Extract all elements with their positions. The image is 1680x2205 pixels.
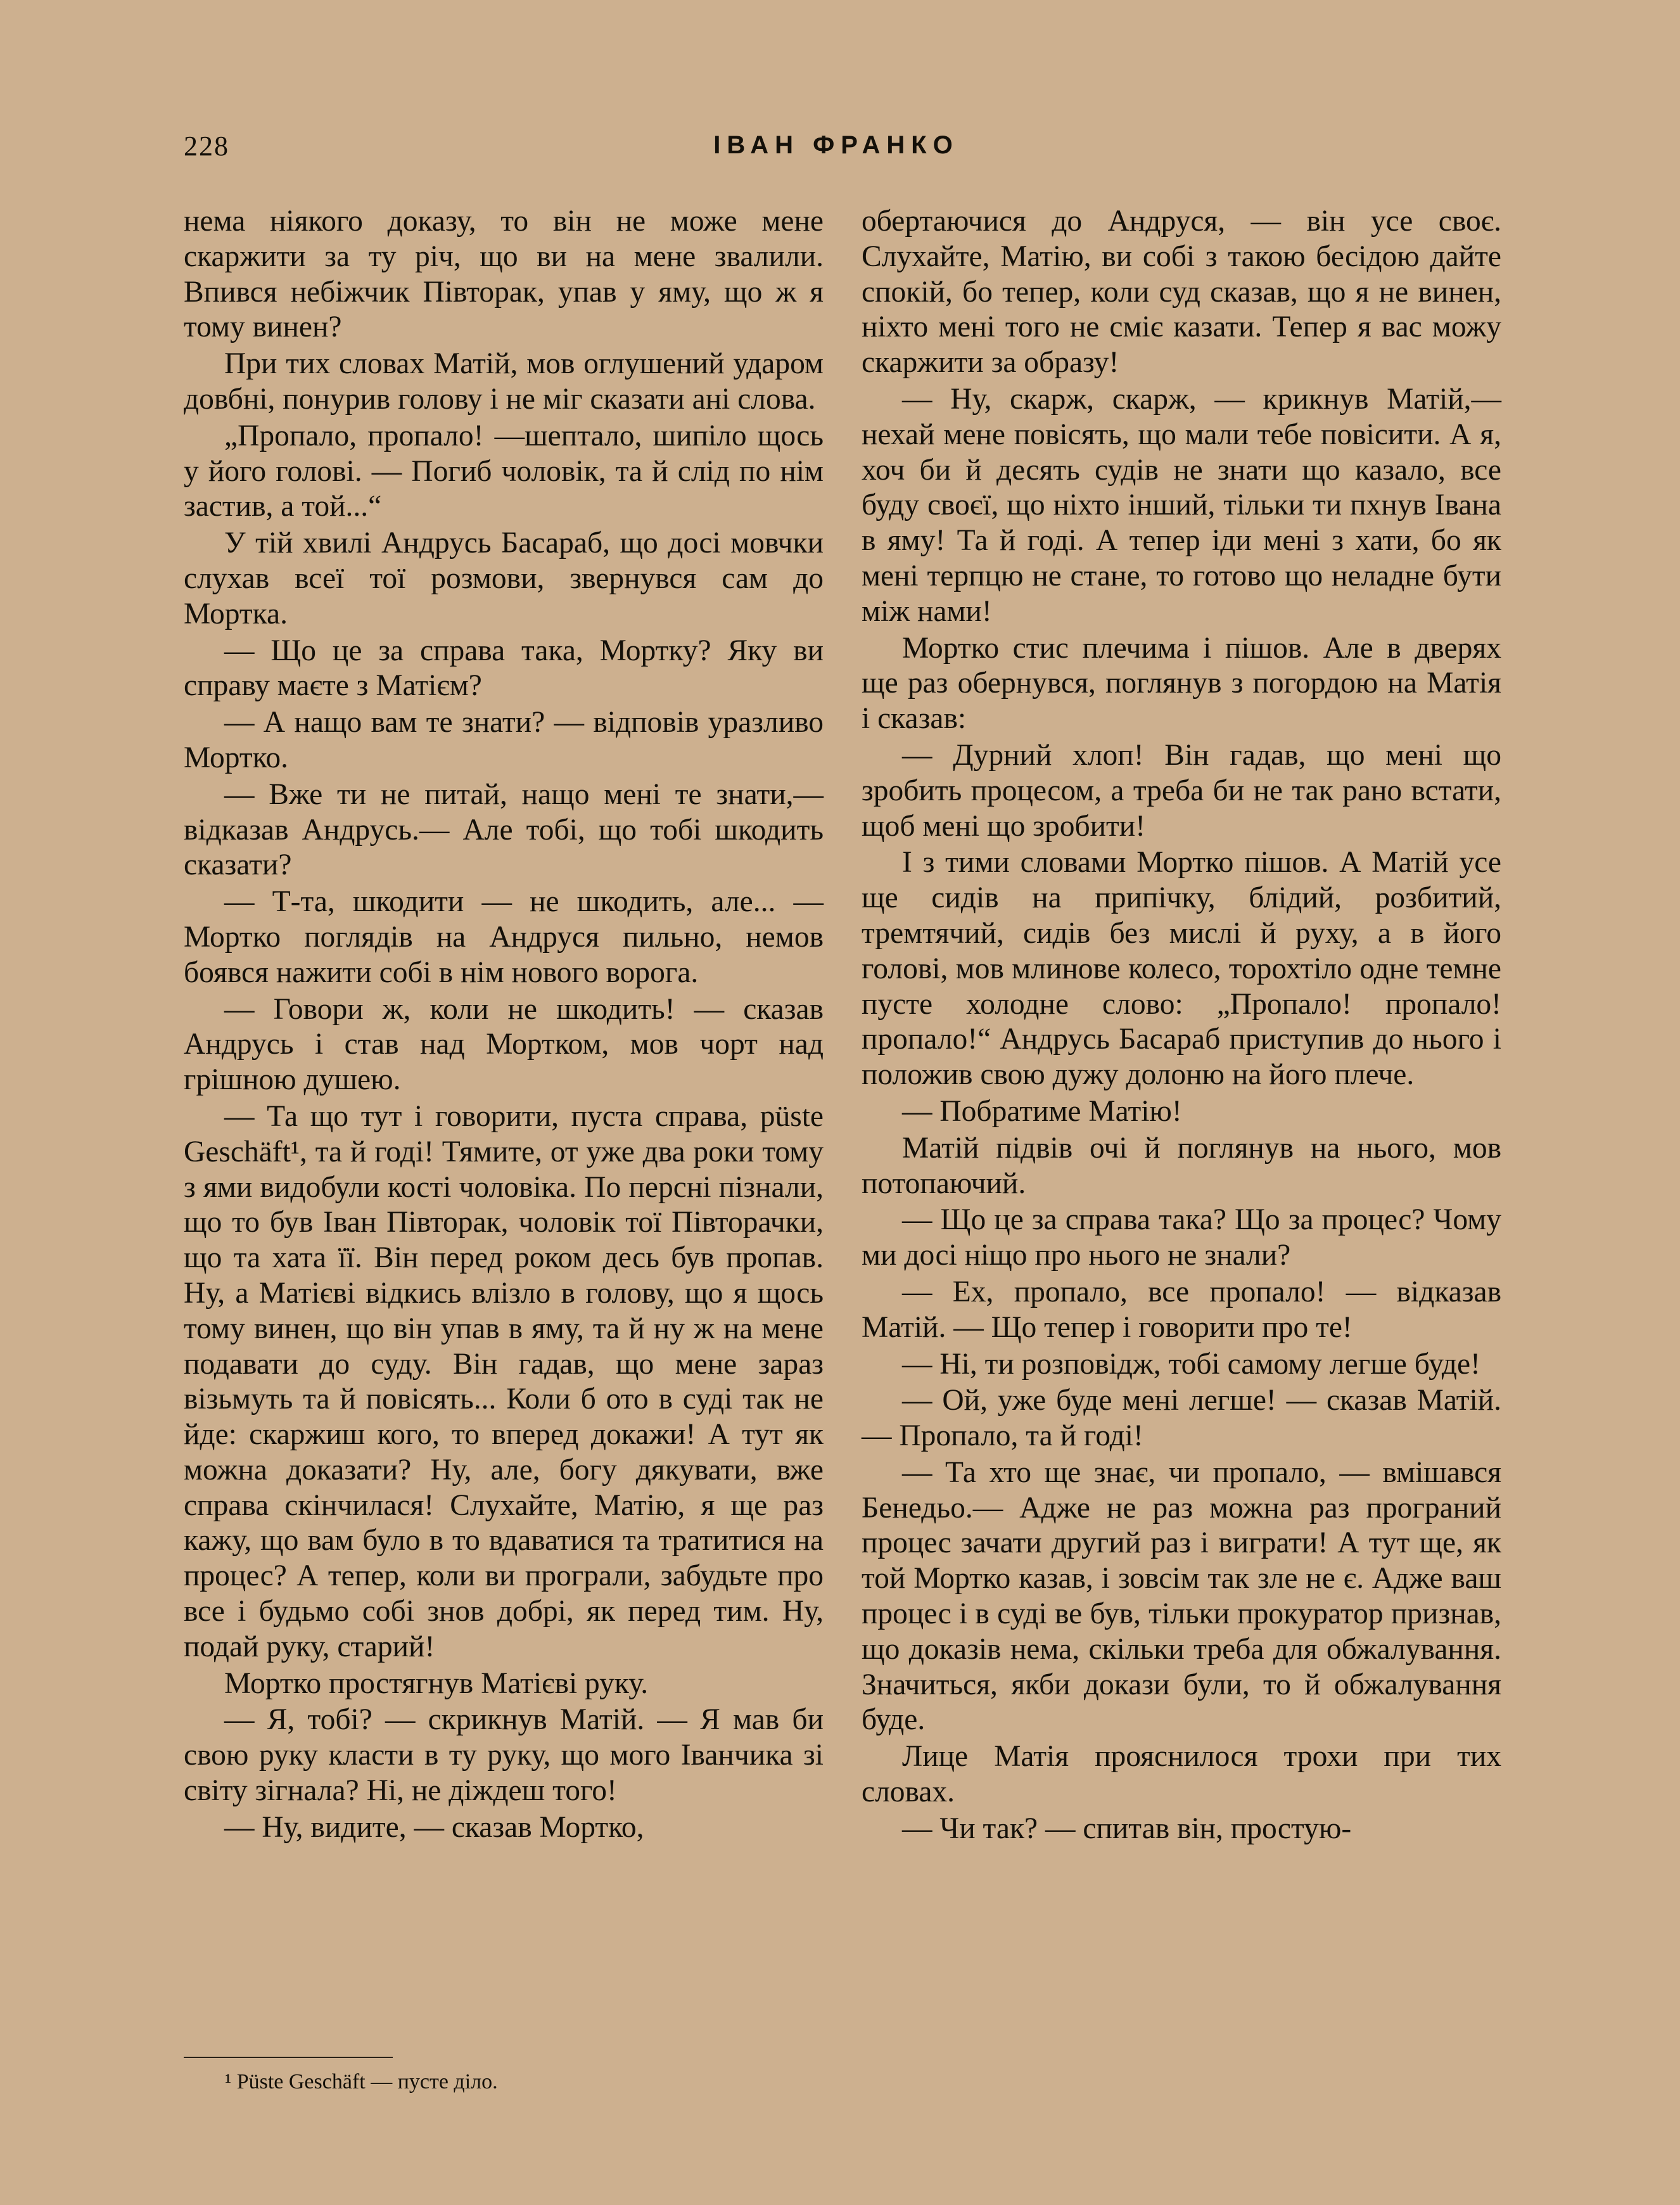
paragraph: — Що це за справа така, Мортку? Яку ви справу маєте з Матієм? <box>184 634 824 703</box>
paragraph: — Ну, скарж, скарж, — крикнув Матій,—нехай мене повісять, що мали тебе повісити. А я, хоч би й десять судів не знати що казало, все буду своєї, що ніхто інший, тільки ти пхнув Івана в яму! Та й годі. А тепер іди мені з хати, бо як мені терпцю не стане, то готово що неладне бути між нами! <box>862 382 1501 628</box>
paragraph: — Що це за справа така? Що за процес? Чому ми досі ніщо про нього не знали? <box>862 1203 1501 1272</box>
paragraph: Мортко простягнув Матієві руку. <box>224 1666 649 1700</box>
paragraph: Мортко стис плечима і пішов. Але в дверях ще раз обернувся, поглянув з погордою на Матія і сказав: <box>862 631 1501 736</box>
paragraph: Матій підвів очі й поглянув на нього, мов потопаючий. <box>862 1131 1501 1200</box>
paragraph: — Вже ти не питай, нащо мені те знати,— відказав Андрусь.— Але тобі, що тобі шкодить сказати? <box>184 777 824 882</box>
paragraph: — Ой, уже буде мені легше! — сказав Матій. — Пропало, та й годі! <box>862 1384 1501 1453</box>
paragraph: При тих словах Матій, мов оглушений ударом довбні, понурив голову і не міг сказати ані слова. <box>184 347 824 416</box>
paragraph: — Я, тобі? — скрикнув Матій. — Я мав би свою руку класти в ту руку, що мого Іванчика зі світу зігнала? Ні, не діждеш того! <box>184 1703 824 1808</box>
paragraph: — Т-та, шкодити — не шкодить, але... — Мортко поглядів на Андруся пильно, немов боявся нажити собі в нім нового ворога. <box>184 885 824 989</box>
paragraph: — Та хто ще знає, чи пропало, — вмішався Бенедьо.— Адже не раз можна раз програний процес зачати другий раз і виграти! А тут ще, як той Мортко казав, і зовсім так зле не є. Адже ваш процес і в суді ве був, тільки прокуратор признав, що доказів нема, скільки треба для обжалування. Значиться, якби докази були, то й обжалування буде. <box>862 1455 1501 1737</box>
paragraph: нема ніякого доказу, то він не може мене скаржити за ту річ, що ви на мене звалили. Впився небіжчик Півторак, упав у яму, що ж я тому винен? <box>184 205 824 344</box>
left-column <box>184 204 824 1847</box>
right-column <box>862 204 1501 1848</box>
paragraph: — Ех, пропало, все пропало! — відказав Матій. — Що тепер і говорити про те! <box>862 1275 1501 1344</box>
paragraph: Лице Матія прояснилося трохи при тих словах. <box>862 1740 1501 1809</box>
paragraph: обертаючися до Андруся, — він усе своє. Слухайте, Матію, ви собі з такою бесідою дайте спокій, бо тепер, коли суд сказав, що я не винен, ніхто мені того не сміє казати. Тепер я вас можу скаржити за образу! <box>862 205 1501 380</box>
paragraph: У тій хвилі Андрусь Басараб, що досі мовчки слухав всеї тої розмови, звернувся сам до Мортка. <box>184 527 824 630</box>
footnote-divider <box>184 2057 393 2058</box>
paragraph: — Говори ж, коли не шкодить! — сказав Андрусь і став над Мортком, мов чорт над грішною душею. <box>184 992 824 1097</box>
paragraph: І з тими словами Мортко пішов. А Матій усе ще сидів на припічку, блідий, розбитий, тремтячий, сидів без мислі й руху, а в його голові, мов млинове колесо, торохтіло одне темне пусте холодне слово: „Пропало! пропало! пропало!“ Андрусь Басараб приступив до нього і положив свою дужу долоню на його плече. <box>862 846 1501 1092</box>
author-header: ІВАН ФРАНКО <box>713 131 959 159</box>
paragraph: — Ні, ти розповідж, тобі самому легше буде! <box>902 1347 1480 1381</box>
footnote: ¹ Püste Geschäft — пусте діло. <box>225 2070 498 2093</box>
paragraph: — Та що тут і говорити, пуста справа, püste Geschäft¹, та й годі! Тямите, от уже два роки тому з ями видобули кості чоловіка. По персні пізнали, що то був Іван Півторак, чоловік тої Півторачки, що та хата її. Він перед роком десь був пропав. Ну, а Матієві відкись влізло в голову, що я щось тому винен, що він упав в яму, та й ну ж на мене подавати до суду. Він гадав, що мене зараз візьмуть та й повісять... Коли б ото в суді так не йде: скаржиш кого, то вперед докажи! А тут як можна доказати? Ну, але, богу дякувати, вже справа скінчилася! Слухайте, Матію, я ще раз кажу, що вам було в то вдаватися та тратитися на процес? А тепер, коли ви програли, забудьте про все і будьмо собі знов добрі, як перед тим. Ну, подай руку, старий! <box>184 1099 824 1663</box>
running-head <box>184 130 1489 168</box>
paragraph: — А нащо вам те знати? — відповів уразливо Мортко. <box>184 706 824 774</box>
paragraph: — Побратиме Матію! <box>902 1094 1182 1128</box>
paragraph: — Дурний хлоп! Він гадав, що мені що зробить процесом, а треба би не так рано встати, щоб мені що зробити! <box>862 738 1501 843</box>
paragraph: — Ну, видите, — сказав Мортко, <box>224 1810 644 1844</box>
paragraph: „Пропало, пропало! —шептало, шипіло щось у його голові. — Погиб чоловік, та й слід по нім застив, а той...“ <box>184 419 824 523</box>
page-number: 228 <box>184 131 229 162</box>
paragraph: — Чи так? — спитав він, простую- <box>902 1812 1352 1845</box>
